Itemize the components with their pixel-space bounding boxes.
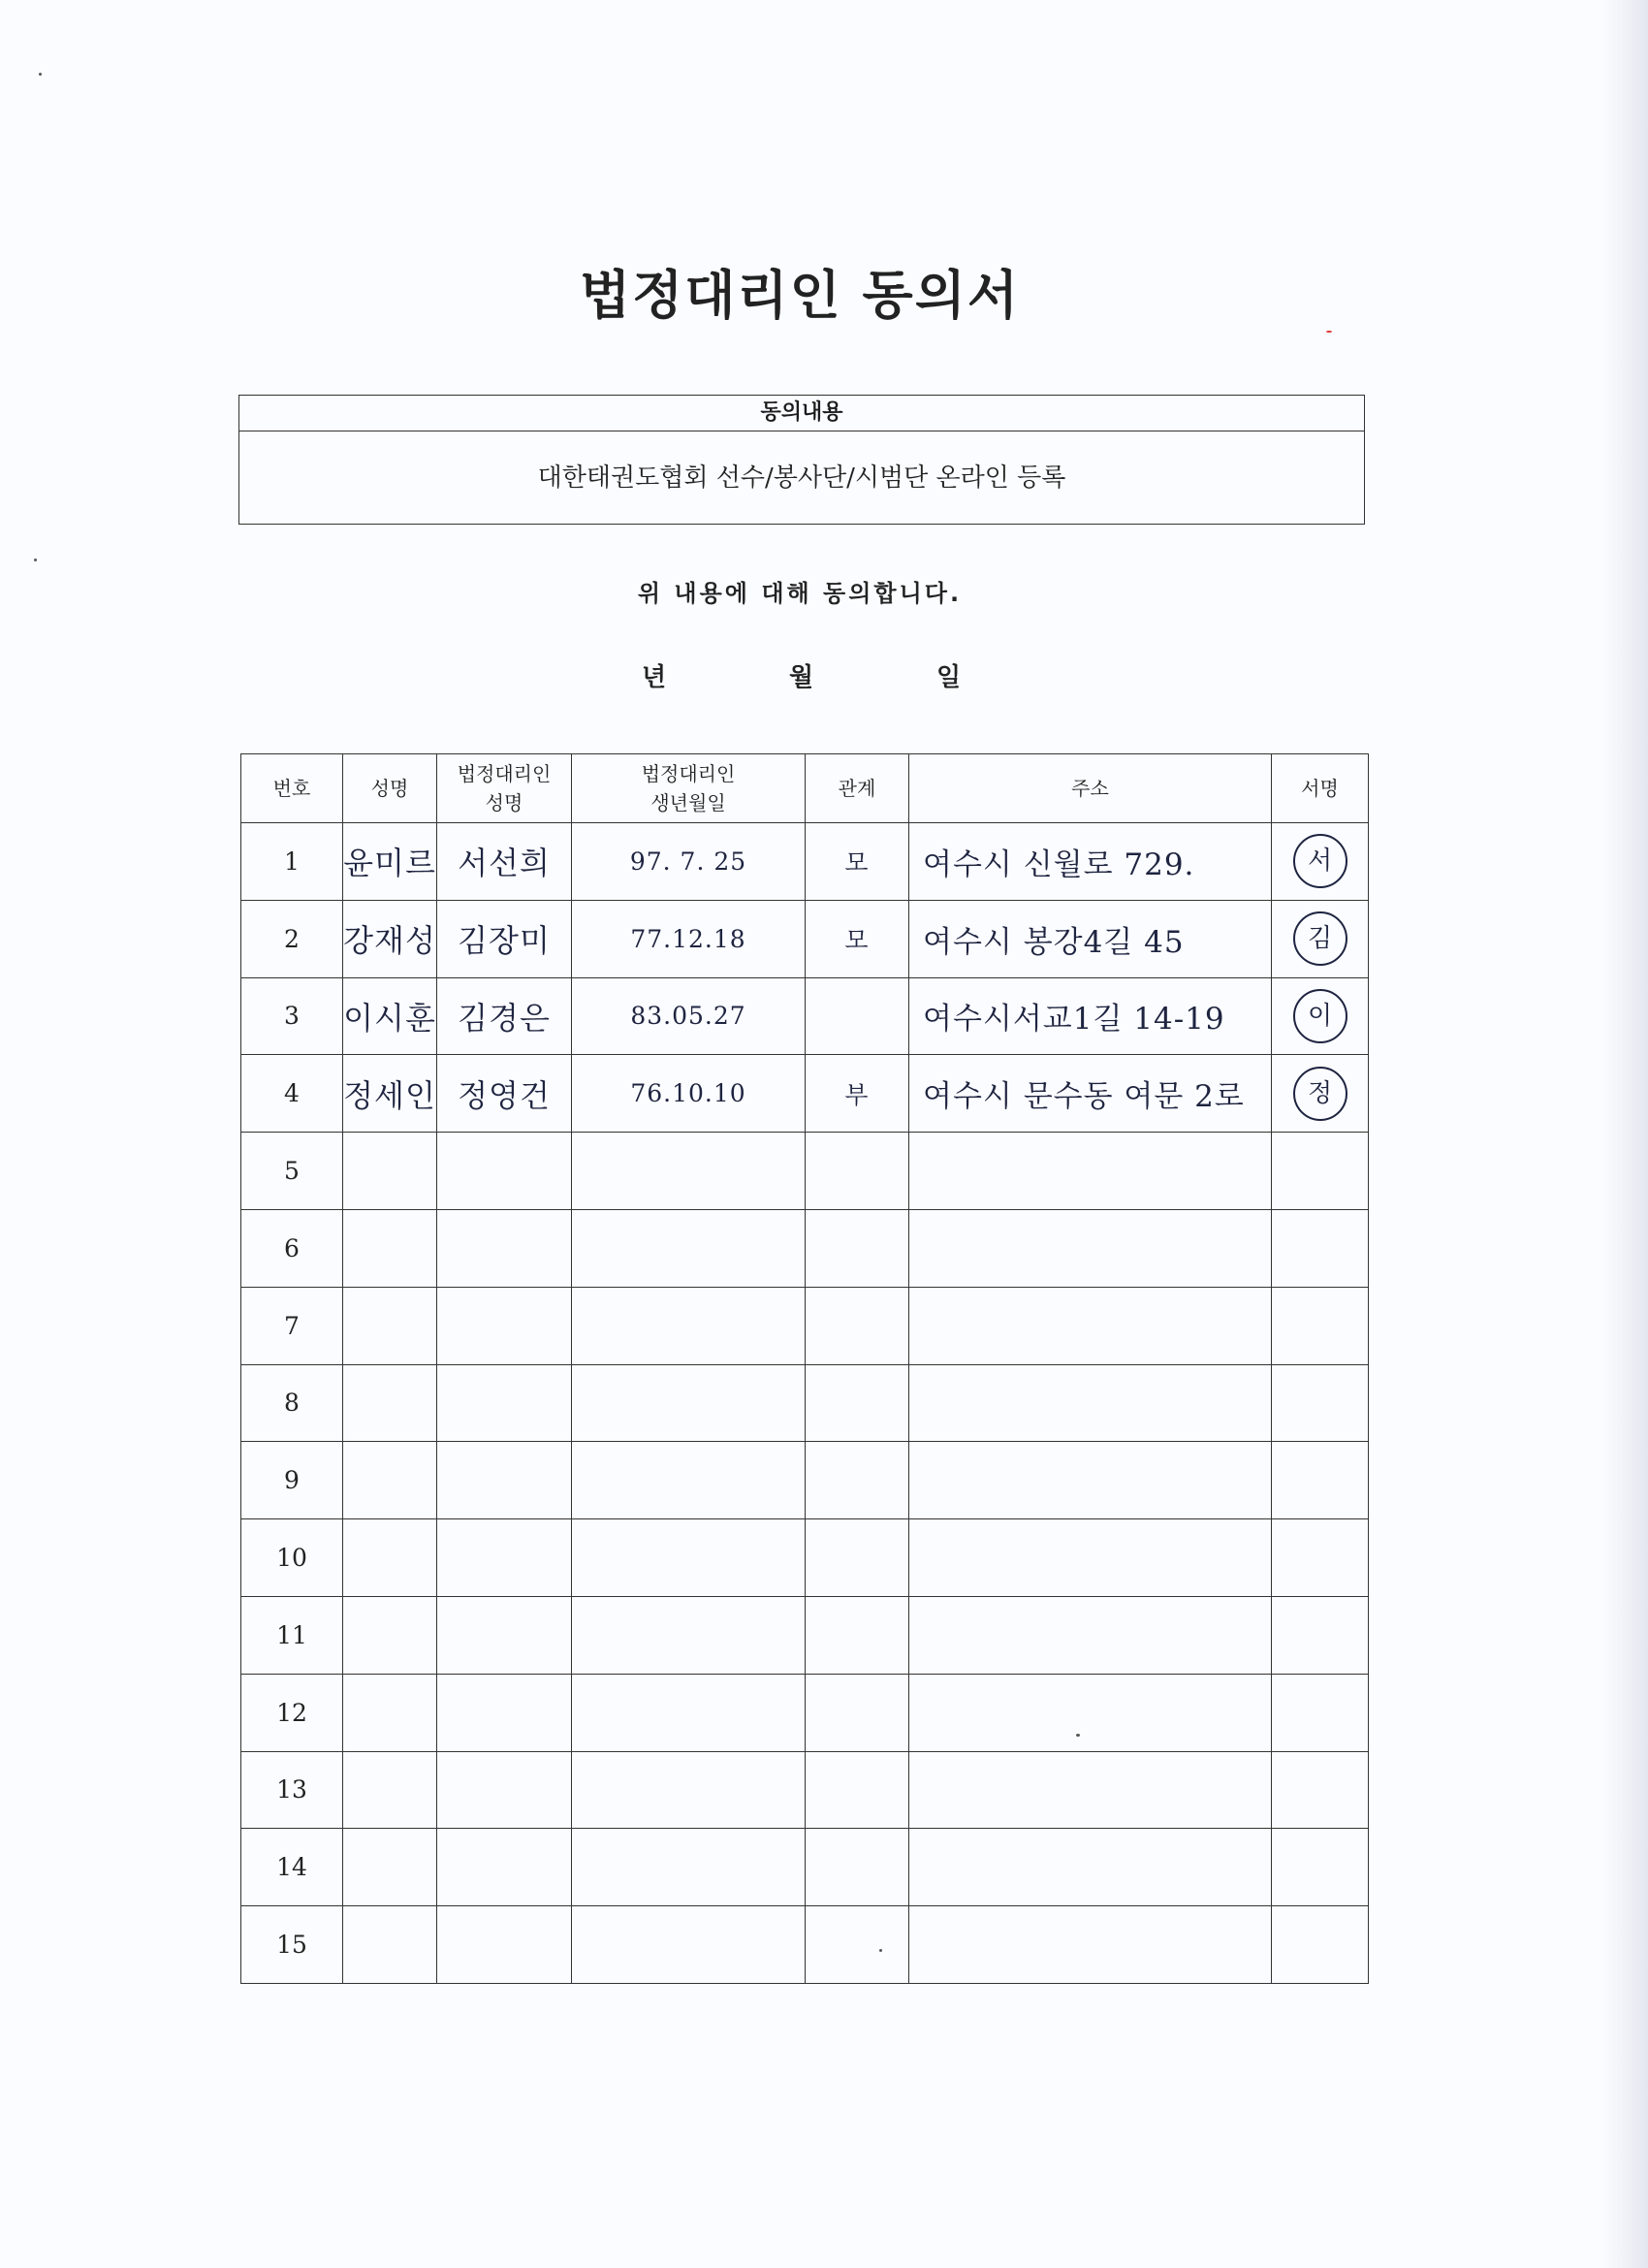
- cell-number: 13: [241, 1751, 343, 1829]
- cell-signature: [1272, 823, 1369, 901]
- cell-signature: [1272, 1906, 1369, 1984]
- cell-number: 15: [241, 1906, 343, 1984]
- cell-name: [343, 1829, 437, 1906]
- cell-guardian-name: [437, 1209, 572, 1287]
- cell-address: [909, 1133, 1272, 1210]
- table-row: [241, 977, 1369, 1055]
- cell-name: 윤미르: [343, 823, 437, 901]
- table-row: [241, 1829, 1369, 1906]
- cell-guardian-name: [437, 1364, 572, 1442]
- cell-address: 여수시서교1길 14-19: [909, 977, 1272, 1055]
- cell-guardian-name: [437, 1133, 572, 1210]
- cell-number: 8: [241, 1364, 343, 1442]
- scan-speck: [1076, 1734, 1080, 1737]
- cell-number: 14: [241, 1829, 343, 1906]
- cell-signature: [1272, 977, 1369, 1055]
- cell-address: [909, 1596, 1272, 1674]
- table-row: [241, 900, 1369, 977]
- cell-name: [343, 1751, 437, 1829]
- cell-address: [909, 1751, 1272, 1829]
- cell-signature: [1272, 1287, 1369, 1364]
- scan-speck: [1326, 331, 1332, 333]
- cell-number: 5: [241, 1133, 343, 1210]
- signature-mark: 이: [1293, 989, 1347, 1043]
- cell-guardian-birth: [572, 1751, 806, 1829]
- table-row: [241, 1364, 1369, 1442]
- cell-address: [909, 1829, 1272, 1906]
- table-header-row: [241, 754, 1369, 823]
- table-row: [241, 1519, 1369, 1597]
- signature-mark: 김: [1293, 911, 1347, 966]
- cell-name: [343, 1364, 437, 1442]
- cell-guardian-name: [437, 1287, 572, 1364]
- scan-speck: [879, 1949, 882, 1952]
- cell-guardian-name: [437, 1596, 572, 1674]
- cell-relation: [806, 1364, 909, 1442]
- date-month-label: 월: [789, 663, 814, 692]
- cell-name: [343, 1906, 437, 1984]
- cell-guardian-birth: [572, 1519, 806, 1597]
- cell-number: 3: [241, 977, 343, 1055]
- cell-signature: [1272, 1055, 1369, 1133]
- consent-box: [238, 395, 1365, 525]
- cell-number: 2: [241, 900, 343, 977]
- cell-signature: [1272, 1519, 1369, 1597]
- date-year-label: 년: [642, 663, 667, 692]
- cell-address: 여수시 봉강4길 45: [909, 900, 1272, 977]
- table-row: [241, 1055, 1369, 1133]
- consent-header: 동의내용: [239, 396, 1364, 431]
- signature-mark: 정: [1293, 1067, 1347, 1121]
- cell-relation: [806, 1906, 909, 1984]
- cell-guardian-birth: [572, 1674, 806, 1751]
- cell-guardian-birth: [572, 1906, 806, 1984]
- cell-relation: [806, 1596, 909, 1674]
- table-row: [241, 1209, 1369, 1287]
- cell-address: [909, 1209, 1272, 1287]
- cell-relation: [806, 1829, 909, 1906]
- cell-signature: [1272, 1209, 1369, 1287]
- cell-address: [909, 1906, 1272, 1984]
- cell-relation: [806, 1674, 909, 1751]
- cell-name: [343, 1133, 437, 1210]
- cell-number: 9: [241, 1442, 343, 1519]
- cell-relation: [806, 1442, 909, 1519]
- cell-name: [343, 1674, 437, 1751]
- header-relation: 관계: [806, 754, 909, 823]
- guardian-table: [240, 753, 1369, 1984]
- cell-guardian-name: [437, 1442, 572, 1519]
- cell-guardian-birth: [572, 1209, 806, 1287]
- scan-speck: [39, 73, 42, 76]
- cell-signature: [1272, 1442, 1369, 1519]
- cell-signature: [1272, 1751, 1369, 1829]
- cell-address: [909, 1364, 1272, 1442]
- cell-name: [343, 1519, 437, 1597]
- table-row: [241, 1751, 1369, 1829]
- cell-signature: [1272, 1829, 1369, 1906]
- cell-guardian-birth: [572, 1829, 806, 1906]
- cell-guardian-name: [437, 1751, 572, 1829]
- cell-guardian-name: [437, 1906, 572, 1984]
- signature-mark: 서: [1293, 834, 1347, 888]
- date-day-label: 일: [936, 663, 962, 692]
- cell-relation: 모: [806, 900, 909, 977]
- cell-guardian-birth: 77.12.18: [572, 900, 806, 977]
- cell-guardian-birth: 97. 7. 25: [572, 823, 806, 901]
- cell-relation: [806, 1209, 909, 1287]
- cell-guardian-name: 서선희: [437, 823, 572, 901]
- cell-address: [909, 1519, 1272, 1597]
- cell-number: 7: [241, 1287, 343, 1364]
- cell-address: 여수시 문수동 여문 2로: [909, 1055, 1272, 1133]
- cell-relation: [806, 1133, 909, 1210]
- cell-number: 6: [241, 1209, 343, 1287]
- header-guardian-name: 법정대리인 성명: [437, 754, 572, 823]
- cell-guardian-birth: [572, 1287, 806, 1364]
- cell-name: 이시훈: [343, 977, 437, 1055]
- cell-number: 4: [241, 1055, 343, 1133]
- table-row: [241, 1442, 1369, 1519]
- cell-guardian-name: [437, 1829, 572, 1906]
- cell-guardian-birth: 83.05.27: [572, 977, 806, 1055]
- cell-name: [343, 1442, 437, 1519]
- cell-name: [343, 1287, 437, 1364]
- header-guardian-birth: 법정대리인 생년월일: [572, 754, 806, 823]
- cell-signature: [1272, 1133, 1369, 1210]
- table-row: [241, 1133, 1369, 1210]
- cell-name: [343, 1596, 437, 1674]
- table-row: [241, 1596, 1369, 1674]
- cell-guardian-birth: 76.10.10: [572, 1055, 806, 1133]
- cell-relation: [806, 1751, 909, 1829]
- agree-statement: 위 내용에 대해 동의합니다.: [637, 580, 963, 607]
- table-row: [241, 1906, 1369, 1984]
- table-row: [241, 1674, 1369, 1751]
- cell-signature: [1272, 1596, 1369, 1674]
- header-name: 성명: [343, 754, 437, 823]
- cell-name: 정세인: [343, 1055, 437, 1133]
- cell-name: 강재성: [343, 900, 437, 977]
- cell-guardian-name: [437, 1674, 572, 1751]
- cell-guardian-birth: [572, 1133, 806, 1210]
- header-signature: 서명: [1272, 754, 1369, 823]
- cell-number: 1: [241, 823, 343, 901]
- cell-address: [909, 1674, 1272, 1751]
- cell-relation: 모: [806, 823, 909, 901]
- cell-address: [909, 1442, 1272, 1519]
- cell-relation: [806, 1519, 909, 1597]
- cell-address: 여수시 신월로 729.: [909, 823, 1272, 901]
- cell-number: 12: [241, 1674, 343, 1751]
- cell-relation: 부: [806, 1055, 909, 1133]
- document-title: 법정대리인 동의서: [579, 265, 1021, 326]
- cell-number: 10: [241, 1519, 343, 1597]
- cell-name: [343, 1209, 437, 1287]
- cell-address: [909, 1287, 1272, 1364]
- scan-speck: [34, 559, 37, 561]
- cell-guardian-birth: [572, 1364, 806, 1442]
- cell-signature: [1272, 1364, 1369, 1442]
- scan-page-edge: [1601, 0, 1648, 2268]
- cell-guardian-birth: [572, 1596, 806, 1674]
- header-address: 주소: [909, 754, 1272, 823]
- cell-relation: [806, 977, 909, 1055]
- cell-relation: [806, 1287, 909, 1364]
- cell-guardian-name: 김경은: [437, 977, 572, 1055]
- cell-guardian-birth: [572, 1442, 806, 1519]
- cell-signature: [1272, 1674, 1369, 1751]
- cell-guardian-name: 정영건: [437, 1055, 572, 1133]
- cell-signature: [1272, 900, 1369, 977]
- cell-guardian-name: [437, 1519, 572, 1597]
- header-number: 번호: [241, 754, 343, 823]
- table-row: [241, 1287, 1369, 1364]
- cell-number: 11: [241, 1596, 343, 1674]
- table-row: [241, 823, 1369, 901]
- consent-body: 대한태권도협회 선수/봉사단/시범단 온라인 등록: [537, 463, 1066, 493]
- cell-guardian-name: 김장미: [437, 900, 572, 977]
